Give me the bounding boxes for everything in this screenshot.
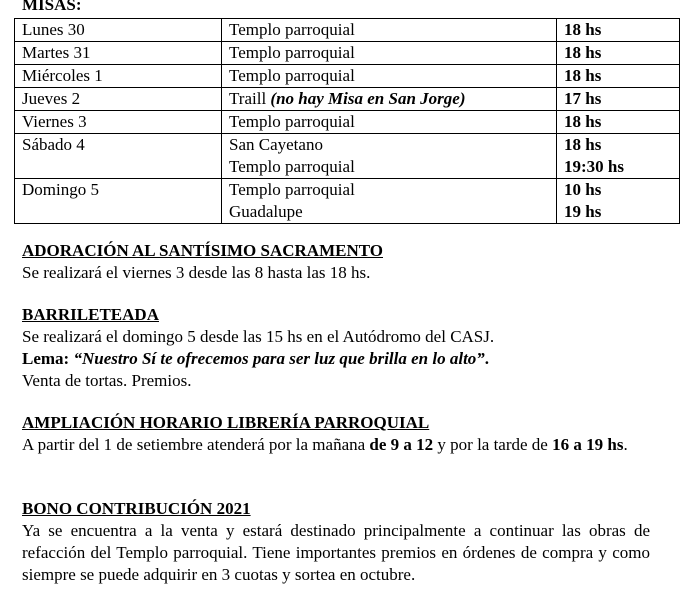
libreria-text xyxy=(22,434,650,456)
table-row xyxy=(15,179,680,224)
misas-title: MISAS: xyxy=(22,0,82,14)
time-label: 18 hs xyxy=(564,135,602,154)
place-label: Templo parroquial xyxy=(229,66,355,85)
time-label: 19:30 hs xyxy=(564,157,624,176)
day-cell: Domingo 5 xyxy=(15,179,222,224)
place-label: San Cayetano xyxy=(229,135,323,154)
time-label: 18 hs xyxy=(564,112,602,131)
place-label: Templo parroquial xyxy=(229,180,355,199)
time-label: 18 hs xyxy=(564,20,602,39)
time-cell xyxy=(557,134,680,179)
libreria-text-3: . xyxy=(623,435,628,454)
barrileteada-extra: Venta de tortas. Premios. xyxy=(22,371,192,390)
libreria-text-2: y por la tarde de xyxy=(433,435,553,454)
place-cell xyxy=(222,88,557,111)
table-row xyxy=(15,111,680,134)
table-row xyxy=(15,88,680,111)
misas-table xyxy=(14,18,680,224)
libreria-morning: de 9 a 12 xyxy=(369,435,434,454)
bono-heading: BONO CONTRIBUCIÓN 2021 xyxy=(22,499,251,518)
time-label: 17 hs xyxy=(564,89,602,108)
time-label: 10 hs xyxy=(564,180,602,199)
libreria-heading: AMPLIACIÓN HORARIO LIBRERÍA PARROQUIAL xyxy=(22,413,430,432)
day-cell: Sábado 4 xyxy=(15,134,222,179)
libreria-section xyxy=(22,412,650,456)
time-label: 19 hs xyxy=(564,202,602,221)
barrileteada-section xyxy=(22,304,650,392)
place-label: Templo parroquial xyxy=(229,157,355,176)
time-cell xyxy=(557,88,680,111)
lema-text: “Nuestro Sí te ofrecemos para ser luz que brilla en lo alto” xyxy=(73,349,485,368)
place-cell xyxy=(222,111,557,134)
place-cell xyxy=(222,65,557,88)
place-label: Guadalupe xyxy=(229,202,303,221)
time-cell xyxy=(557,19,680,42)
day-cell: Lunes 30 xyxy=(15,19,222,42)
day-cell: Jueves 2 xyxy=(15,88,222,111)
table-row xyxy=(15,19,680,42)
adoracion-text: Se realizará el viernes 3 desde las 8 hasta las 18 hs. xyxy=(22,263,371,282)
time-cell xyxy=(557,65,680,88)
barrileteada-text: Se realizará el domingo 5 desde las 15 hs en el Autódromo del CASJ. xyxy=(22,327,495,346)
day-cell: Miércoles 1 xyxy=(15,65,222,88)
table-row xyxy=(15,42,680,65)
bono-text: Ya se encuentra a la venta y estará destinado principalmente a continuar las obras de refacción del Templo parroquial. Tiene importantes premios en órdenes de compra y como siempre se puede adquirir en 3 cuotas y sortea en octubre. xyxy=(22,521,650,584)
time-label: 18 hs xyxy=(564,43,602,62)
table-row xyxy=(15,134,680,179)
libreria-text-1: A partir del 1 de setiembre atenderá por la mañana xyxy=(22,435,370,454)
time-cell xyxy=(557,42,680,65)
place-cell xyxy=(222,134,557,179)
barrileteada-heading: BARRILETEADA xyxy=(22,305,159,324)
place-label: Templo parroquial xyxy=(229,43,355,62)
day-cell: Martes 31 xyxy=(15,42,222,65)
lema-end: . xyxy=(484,349,490,368)
place-cell xyxy=(222,42,557,65)
adoracion-heading: ADORACIÓN AL SANTÍSIMO SACRAMENTO xyxy=(22,241,383,260)
adoracion-section xyxy=(22,240,650,284)
day-cell: Viernes 3 xyxy=(15,111,222,134)
libreria-afternoon: 16 a 19 hs xyxy=(552,435,624,454)
bono-section xyxy=(22,498,650,586)
place-label: Templo parroquial xyxy=(229,112,355,131)
place-label: Templo parroquial xyxy=(229,20,355,39)
table-row xyxy=(15,65,680,88)
no-mass-note: (no hay Misa en San Jorge) xyxy=(270,89,466,108)
place-cell xyxy=(222,179,557,224)
place-label: Traill xyxy=(229,89,267,108)
lema-line xyxy=(22,348,650,370)
time-label: 18 hs xyxy=(564,66,602,85)
time-cell xyxy=(557,179,680,224)
time-cell xyxy=(557,111,680,134)
lema-label: Lema: xyxy=(22,349,70,368)
place-cell xyxy=(222,19,557,42)
